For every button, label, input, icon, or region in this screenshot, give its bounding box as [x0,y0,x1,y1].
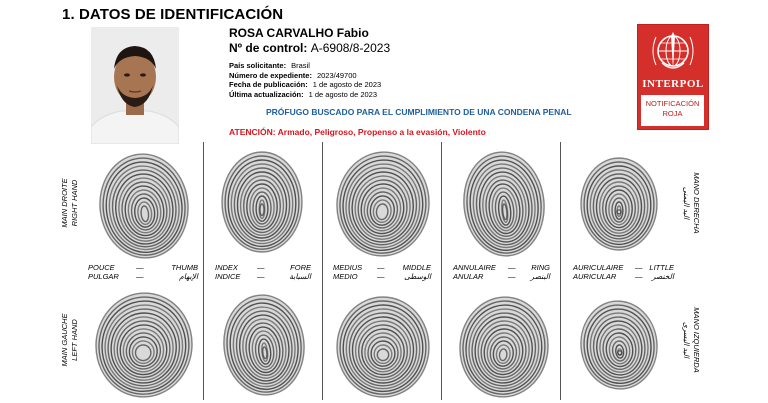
notice-type-box [641,95,704,126]
detail-value: 1 de agosto de 2023 [312,80,382,89]
left-hand-en: LEFT HAND [70,319,79,361]
fingerprint-pattern [204,144,322,260]
finger-label-middle [333,263,431,281]
fingerprint-pattern [323,283,441,399]
detail-label: País solicitante: [229,61,287,70]
left-hand-es: MANO IZQUIERDA [692,307,701,373]
finger-es: INDICE — السبابة [215,272,311,281]
finger-es: AURICULAR — الخنصر [573,272,674,281]
detail-row [229,71,381,81]
fingerprint-right-index [204,144,322,260]
finger-es: ANULAR — البنصر [453,272,550,281]
fingerprint-left-middle [323,283,441,399]
fingerprint-pattern [204,283,322,399]
detail-label: Última actualización: [229,89,304,99]
detail-label: Fecha de publicación: [229,80,308,89]
finger-fr: AURICULAIRE — LITTLE [573,263,674,272]
finger-label-index [215,263,311,281]
left-hand-label [60,295,80,385]
fingerprint-grid [60,142,701,400]
subject-photo [91,27,179,144]
fingerprint-left-ring [442,283,560,399]
detail-value: Brasil [291,61,310,70]
left-hand-label-es [681,295,701,385]
fingerprint-pattern [442,283,560,399]
finger-fr: INDEX — FORE [215,263,311,272]
control-value: A-6908/8-2023 [310,41,391,55]
finger-es: MEDIO — الوسطى [333,272,431,281]
detail-value: 2023/49700 [316,70,357,80]
fingerprint-pattern [84,144,202,260]
attention-label: ATENCIÓN: [229,127,276,137]
finger-fr: MEDIUS — MIDDLE [333,263,431,272]
notice-type-line1: NOTIFICACIÓN [645,99,700,108]
finger-fr: POUCE — THUMB [88,263,198,272]
fingerprint-right-thumb [84,144,202,260]
interpol-brand: INTERPOL [642,78,704,90]
finger-label-ring [453,263,550,281]
fingerprint-ridge [337,297,429,397]
right-hand-en: RIGHT HAND [70,179,79,227]
fingerprint-pattern [442,144,560,260]
section-title: 1. DATOS DE IDENTIFICACIÓN [62,6,284,23]
control-number [229,41,390,55]
fingerprint-left-thumb [84,283,202,399]
fugitive-statement: PRÓFUGO BUSCADO PARA EL CUMPLIMIENTO DE UNA CONDENA PENAL [266,107,572,117]
fingerprint-pattern [84,283,202,399]
subject-name: ROSA CARVALHO Fabio [229,26,369,40]
fingerprint-right-little [561,144,679,260]
red-notice-badge [637,24,709,130]
finger-fr: ANNULAIRE — RING [453,263,550,272]
detail-row [229,90,381,100]
detail-row [229,80,381,90]
fingerprint-left-little [561,283,679,399]
fingerprint-pattern [323,144,441,260]
right-hand-label [60,158,80,248]
left-hand-fr: MAIN GAUCHE [60,313,69,367]
fingerprint-left-index [204,283,322,399]
right-hand-es: MANO DERECHA [692,172,701,234]
finger-es: PULGAR — الإبهام [88,272,198,281]
fingerprint-pattern [561,283,679,399]
detail-row [229,61,381,71]
detail-label: Número de expediente: [229,70,312,80]
fingerprint-right-ring [442,144,560,260]
finger-label-thumb [88,263,198,281]
left-hand-ar: اليد اليسرى [682,322,691,358]
fingerprint-right-middle [323,144,441,260]
notice-type-line2: ROJA [662,109,683,118]
fingerprint-pattern [561,144,679,260]
right-hand-label-es [681,158,701,248]
detail-value: 1 de agosto de 2023 [308,89,378,99]
right-hand-ar: اليد اليمنى [682,186,691,220]
details-list [229,61,381,99]
finger-label-little [573,263,674,281]
attention-items: Armado, Peligroso, Propenso a la evasión, Violento [277,127,486,137]
attention-line [229,127,486,137]
control-label: Nº de control: [229,41,308,55]
right-hand-fr: MAIN DROITE [60,178,69,228]
interpol-globe-icon [638,29,708,77]
